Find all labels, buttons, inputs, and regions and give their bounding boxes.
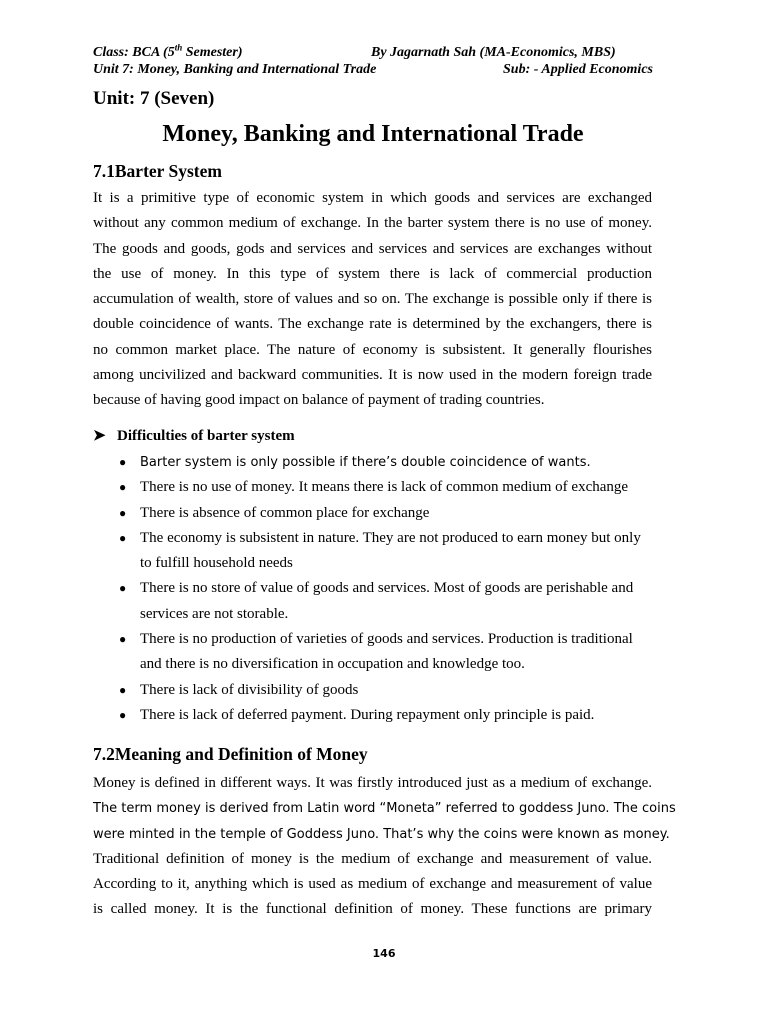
paragraph-line: because of having good impact on balance of payment of trading countries. xyxy=(93,392,545,409)
unit-heading: Unit: 7 (Seven) xyxy=(93,88,215,109)
paragraph-line: Traditional definition of money is the medium of exchange and measurement of value. xyxy=(93,850,652,867)
paragraph-line: among uncivilized and backward communities. It is now used in the modern foreign trade xyxy=(93,367,652,384)
paragraph-line: double coincidence of wants. The exchange rate is determined by the exchangers, there is xyxy=(93,316,652,333)
paragraph-line: the use of money. In this type of system there is lack of commercial production xyxy=(93,265,652,282)
list-item: ● There is absence of common place for exchange xyxy=(113,501,653,526)
header-author: By Jagarnath Sah (MA-Economics, MBS) xyxy=(371,45,616,60)
header-line-1 xyxy=(93,44,653,61)
list-item: ● There is no production of varieties of goods and services. Production is traditional and there is no diversification in occupation and knowledge too. xyxy=(113,627,653,678)
paragraph-line: is called money. It is the functional definition of money. These functions are primary xyxy=(93,901,652,918)
bullet-icon: ● xyxy=(119,581,127,596)
paragraph-line: without any common medium of exchange. In the barter system there is no use of money. xyxy=(93,215,652,232)
list-item: ● There is no use of money. It means there is lack of common medium of exchange xyxy=(113,475,653,500)
barter-paragraph xyxy=(93,186,652,414)
page-title: Money, Banking and International Trade xyxy=(162,121,584,147)
bullet-icon: ● xyxy=(119,505,127,520)
money-paragraph xyxy=(93,771,676,923)
header-class: Class: BCA (5th Semester) xyxy=(93,42,243,60)
header-unit: Unit 7: Money, Banking and International Trade xyxy=(93,62,377,77)
list-item: ● Barter system is only possible if there’s double coincidence of wants. xyxy=(113,450,653,475)
bullet-icon: ● xyxy=(119,530,127,545)
section-heading-money: 7.2Meaning and Definition of Money xyxy=(93,744,368,764)
list-item: ● The economy is subsistent in nature. They are not produced to earn money but only to fulfill household needs xyxy=(113,526,653,577)
paragraph-line: The term money is derived from Latin word “Moneta” referred to goddess Juno. The coins xyxy=(93,801,676,817)
header-subject: Sub: - Applied Economics xyxy=(503,62,653,77)
bullet-icon: ● xyxy=(119,682,127,697)
paragraph-line: The goods and goods, gods and services and services and services are exchanges without xyxy=(93,240,652,257)
list-item: ● There is lack of divisibility of goods xyxy=(113,678,653,703)
bullet-icon: ● xyxy=(119,632,127,647)
header-line-2 xyxy=(93,61,653,78)
bullet-icon: ● xyxy=(119,707,127,722)
bullet-icon: ● xyxy=(119,455,127,469)
difficulties-list xyxy=(113,450,653,728)
section-heading-barter: 7.1Barter System xyxy=(93,161,222,181)
paragraph-line: were minted in the temple of Goddess Juno. That’s why the coins were known as money. xyxy=(93,826,670,842)
paragraph-line: no common market place. The nature of economy is subsistent. It generally flourishes xyxy=(93,341,652,358)
paragraph-line: According to it, anything which is used as medium of exchange and measurement of value xyxy=(93,876,652,893)
difficulties-heading: ➤ Difficulties of barter system xyxy=(93,428,295,444)
list-item: ● There is no store of value of goods and services. Most of goods are perishable and services are not storable. xyxy=(113,576,653,627)
arrow-bullet-icon: ➤ xyxy=(93,428,106,444)
paragraph-line: Money is defined in different ways. It was firstly introduced just as a medium of exchange. xyxy=(93,775,652,791)
bullet-icon: ● xyxy=(119,480,127,495)
page-number: 146 xyxy=(372,947,396,960)
paragraph-line: accumulation of wealth, store of values and so on. The exchange is possible only if there is xyxy=(93,291,652,308)
list-item: ● There is lack of deferred payment. During repayment only principle is paid. xyxy=(113,703,653,728)
paragraph-line: It is a primitive type of economic system in which goods and services are exchanged xyxy=(93,190,652,206)
